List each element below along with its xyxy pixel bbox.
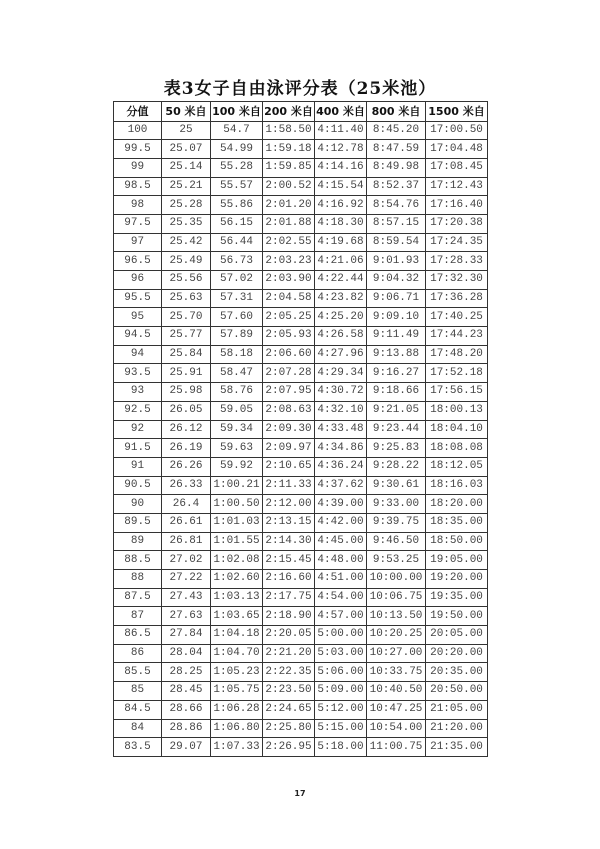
cell-800m-free: 8:57.15: [367, 214, 426, 233]
cell-200m-free: 2:16.60: [263, 570, 315, 589]
cell-200m-free: 2:05.93: [263, 327, 315, 346]
cell-200m-free: 2:05.25: [263, 308, 315, 327]
table-row: [114, 607, 488, 626]
cell-50m-free: 25.14: [162, 158, 211, 177]
cell-800m-free: 10:00.00: [367, 570, 426, 589]
table-row: [114, 439, 488, 458]
cell-400m-free: 4:25.20: [315, 308, 367, 327]
table-row: [114, 140, 488, 159]
cell-50m-free: 25: [162, 121, 211, 140]
cell-100m-free: 1:06.80: [211, 719, 263, 738]
table-row: [114, 644, 488, 663]
cell-score: 98.5: [114, 177, 162, 196]
cell-score: 88.5: [114, 551, 162, 570]
cell-100m-free: 1:00.50: [211, 495, 263, 514]
cell-200m-free: 2:10.65: [263, 457, 315, 476]
cell-800m-free: 9:09.10: [367, 308, 426, 327]
cell-800m-free: 10:40.50: [367, 682, 426, 701]
cell-50m-free: 25.77: [162, 327, 211, 346]
cell-800m-free: 8:52.37: [367, 177, 426, 196]
cell-1500m-free: 17:28.33: [426, 252, 488, 271]
cell-400m-free: 5:15.00: [315, 719, 367, 738]
cell-800m-free: 11:00.75: [367, 738, 426, 757]
cell-100m-free: 1:01.03: [211, 513, 263, 532]
cell-50m-free: 25.07: [162, 140, 211, 159]
cell-1500m-free: 18:50.00: [426, 532, 488, 551]
cell-50m-free: 25.21: [162, 177, 211, 196]
cell-50m-free: 28.04: [162, 644, 211, 663]
scoring-table: [113, 101, 488, 757]
cell-200m-free: 2:07.28: [263, 364, 315, 383]
cell-score: 96: [114, 271, 162, 290]
table-row: [114, 663, 488, 682]
cell-400m-free: 4:54.00: [315, 588, 367, 607]
header-800m-free: 800 米自: [367, 102, 426, 122]
cell-400m-free: 4:37.62: [315, 476, 367, 495]
cell-100m-free: 57.31: [211, 289, 263, 308]
table-header-row: [114, 102, 488, 122]
cell-800m-free: 9:53.25: [367, 551, 426, 570]
cell-score: 84.5: [114, 700, 162, 719]
cell-800m-free: 8:54.76: [367, 196, 426, 215]
cell-score: 99.5: [114, 140, 162, 159]
cell-800m-free: 9:21.05: [367, 401, 426, 420]
cell-50m-free: 25.91: [162, 364, 211, 383]
cell-score: 100: [114, 121, 162, 140]
cell-200m-free: 2:09.30: [263, 420, 315, 439]
cell-50m-free: 26.26: [162, 457, 211, 476]
cell-1500m-free: 18:00.13: [426, 401, 488, 420]
cell-400m-free: 5:12.00: [315, 700, 367, 719]
cell-1500m-free: 17:20.38: [426, 214, 488, 233]
table-row: [114, 420, 488, 439]
cell-100m-free: 57.60: [211, 308, 263, 327]
cell-800m-free: 8:59.54: [367, 233, 426, 252]
cell-200m-free: 2:06.60: [263, 345, 315, 364]
cell-400m-free: 4:39.00: [315, 495, 367, 514]
table-row: [114, 457, 488, 476]
cell-100m-free: 54.99: [211, 140, 263, 159]
cell-1500m-free: 17:40.25: [426, 308, 488, 327]
cell-1500m-free: 20:20.00: [426, 644, 488, 663]
cell-100m-free: 1:01.55: [211, 532, 263, 551]
cell-200m-free: 2:15.45: [263, 551, 315, 570]
cell-1500m-free: 19:20.00: [426, 570, 488, 589]
cell-score: 84: [114, 719, 162, 738]
cell-800m-free: 9:28.22: [367, 457, 426, 476]
cell-200m-free: 2:01.20: [263, 196, 315, 215]
cell-400m-free: 4:42.00: [315, 513, 367, 532]
cell-50m-free: 27.43: [162, 588, 211, 607]
cell-400m-free: 5:00.00: [315, 626, 367, 645]
cell-1500m-free: 17:52.18: [426, 364, 488, 383]
header-score: 分值: [114, 102, 162, 122]
cell-1500m-free: 21:05.00: [426, 700, 488, 719]
cell-50m-free: 26.61: [162, 513, 211, 532]
cell-100m-free: 59.34: [211, 420, 263, 439]
cell-400m-free: 4:11.40: [315, 121, 367, 140]
table-row: [114, 682, 488, 701]
cell-score: 86.5: [114, 626, 162, 645]
table-row: [114, 196, 488, 215]
cell-200m-free: 2:00.52: [263, 177, 315, 196]
cell-200m-free: 2:14.30: [263, 532, 315, 551]
table-row: [114, 289, 488, 308]
cell-score: 90.5: [114, 476, 162, 495]
table-row: [114, 570, 488, 589]
cell-800m-free: 9:46.50: [367, 532, 426, 551]
cell-1500m-free: 17:36.28: [426, 289, 488, 308]
cell-score: 95: [114, 308, 162, 327]
table-row: [114, 233, 488, 252]
table-row: [114, 345, 488, 364]
cell-200m-free: 2:08.63: [263, 401, 315, 420]
cell-800m-free: 8:45.20: [367, 121, 426, 140]
cell-200m-free: 2:13.15: [263, 513, 315, 532]
table-row: [114, 158, 488, 177]
cell-400m-free: 4:26.58: [315, 327, 367, 346]
cell-200m-free: 2:11.33: [263, 476, 315, 495]
cell-score: 93: [114, 383, 162, 402]
cell-800m-free: 9:18.66: [367, 383, 426, 402]
cell-1500m-free: 17:16.40: [426, 196, 488, 215]
cell-100m-free: 1:02.60: [211, 570, 263, 589]
cell-50m-free: 27.84: [162, 626, 211, 645]
cell-400m-free: 4:19.68: [315, 233, 367, 252]
cell-200m-free: 2:18.90: [263, 607, 315, 626]
table-row: [114, 383, 488, 402]
cell-800m-free: 9:13.88: [367, 345, 426, 364]
cell-800m-free: 10:20.25: [367, 626, 426, 645]
cell-200m-free: 2:21.20: [263, 644, 315, 663]
cell-50m-free: 28.25: [162, 663, 211, 682]
table-row: [114, 495, 488, 514]
cell-200m-free: 2:24.65: [263, 700, 315, 719]
table-body: [114, 121, 488, 756]
cell-1500m-free: 17:08.45: [426, 158, 488, 177]
cell-200m-free: 2:12.00: [263, 495, 315, 514]
cell-score: 87.5: [114, 588, 162, 607]
cell-100m-free: 1:04.18: [211, 626, 263, 645]
cell-400m-free: 5:09.00: [315, 682, 367, 701]
cell-200m-free: 2:07.95: [263, 383, 315, 402]
cell-100m-free: 1:07.33: [211, 738, 263, 757]
header-400m-free: 400 米自: [315, 102, 367, 122]
cell-100m-free: 59.92: [211, 457, 263, 476]
cell-1500m-free: 19:50.00: [426, 607, 488, 626]
cell-1500m-free: 18:12.05: [426, 457, 488, 476]
table-row: [114, 214, 488, 233]
cell-100m-free: 1:02.08: [211, 551, 263, 570]
cell-800m-free: 8:49.98: [367, 158, 426, 177]
table-row: [114, 588, 488, 607]
cell-800m-free: 9:01.93: [367, 252, 426, 271]
table-row: [114, 513, 488, 532]
table-row: [114, 121, 488, 140]
cell-1500m-free: 17:32.30: [426, 271, 488, 290]
cell-100m-free: 58.18: [211, 345, 263, 364]
cell-400m-free: 4:12.78: [315, 140, 367, 159]
table-row: [114, 364, 488, 383]
table-row: [114, 327, 488, 346]
cell-200m-free: 2:03.90: [263, 271, 315, 290]
cell-score: 90: [114, 495, 162, 514]
cell-200m-free: 1:59.18: [263, 140, 315, 159]
cell-400m-free: 4:45.00: [315, 532, 367, 551]
cell-800m-free: 9:25.83: [367, 439, 426, 458]
cell-400m-free: 5:03.00: [315, 644, 367, 663]
table-row: [114, 700, 488, 719]
cell-100m-free: 54.7: [211, 121, 263, 140]
cell-score: 86: [114, 644, 162, 663]
cell-score: 89: [114, 532, 162, 551]
cell-800m-free: 9:30.61: [367, 476, 426, 495]
cell-score: 91.5: [114, 439, 162, 458]
cell-50m-free: 26.33: [162, 476, 211, 495]
cell-score: 92: [114, 420, 162, 439]
cell-200m-free: 1:59.85: [263, 158, 315, 177]
cell-400m-free: 4:15.54: [315, 177, 367, 196]
header-100m-free: 100 米自: [211, 102, 263, 122]
cell-200m-free: 1:58.50: [263, 121, 315, 140]
cell-score: 94: [114, 345, 162, 364]
cell-800m-free: 10:13.50: [367, 607, 426, 626]
cell-score: 98: [114, 196, 162, 215]
cell-50m-free: 25.63: [162, 289, 211, 308]
table-row: [114, 719, 488, 738]
cell-800m-free: 9:23.44: [367, 420, 426, 439]
cell-400m-free: 4:22.44: [315, 271, 367, 290]
cell-1500m-free: 20:50.00: [426, 682, 488, 701]
cell-800m-free: 10:54.00: [367, 719, 426, 738]
cell-100m-free: 58.47: [211, 364, 263, 383]
cell-1500m-free: 17:48.20: [426, 345, 488, 364]
cell-1500m-free: 21:20.00: [426, 719, 488, 738]
cell-score: 85.5: [114, 663, 162, 682]
cell-100m-free: 59.63: [211, 439, 263, 458]
cell-200m-free: 2:20.05: [263, 626, 315, 645]
cell-1500m-free: 17:24.35: [426, 233, 488, 252]
cell-200m-free: 2:23.50: [263, 682, 315, 701]
cell-400m-free: 4:33.48: [315, 420, 367, 439]
header-1500m-free: 1500 米自: [426, 102, 488, 122]
cell-1500m-free: 17:12.43: [426, 177, 488, 196]
cell-50m-free: 25.49: [162, 252, 211, 271]
cell-1500m-free: 19:05.00: [426, 551, 488, 570]
cell-800m-free: 9:04.32: [367, 271, 426, 290]
table-row: [114, 476, 488, 495]
cell-400m-free: 4:57.00: [315, 607, 367, 626]
cell-800m-free: 10:33.75: [367, 663, 426, 682]
table-row: [114, 738, 488, 757]
cell-100m-free: 55.86: [211, 196, 263, 215]
cell-score: 88: [114, 570, 162, 589]
cell-50m-free: 28.86: [162, 719, 211, 738]
cell-100m-free: 57.89: [211, 327, 263, 346]
cell-100m-free: 55.28: [211, 158, 263, 177]
cell-100m-free: 55.57: [211, 177, 263, 196]
cell-50m-free: 25.70: [162, 308, 211, 327]
cell-50m-free: 25.42: [162, 233, 211, 252]
cell-100m-free: 1:03.65: [211, 607, 263, 626]
cell-1500m-free: 18:35.00: [426, 513, 488, 532]
table-row: [114, 551, 488, 570]
cell-200m-free: 2:01.88: [263, 214, 315, 233]
table-row: [114, 177, 488, 196]
cell-100m-free: 1:03.13: [211, 588, 263, 607]
cell-100m-free: 1:06.28: [211, 700, 263, 719]
cell-1500m-free: 21:35.00: [426, 738, 488, 757]
cell-50m-free: 27.02: [162, 551, 211, 570]
cell-200m-free: 2:03.23: [263, 252, 315, 271]
cell-50m-free: 25.84: [162, 345, 211, 364]
cell-100m-free: 56.44: [211, 233, 263, 252]
cell-200m-free: 2:09.97: [263, 439, 315, 458]
cell-score: 97: [114, 233, 162, 252]
cell-score: 91: [114, 457, 162, 476]
cell-200m-free: 2:02.55: [263, 233, 315, 252]
cell-50m-free: 27.22: [162, 570, 211, 589]
cell-400m-free: 4:27.96: [315, 345, 367, 364]
cell-50m-free: 26.4: [162, 495, 211, 514]
cell-800m-free: 10:47.25: [367, 700, 426, 719]
cell-50m-free: 26.05: [162, 401, 211, 420]
cell-50m-free: 25.56: [162, 271, 211, 290]
cell-100m-free: 58.76: [211, 383, 263, 402]
cell-400m-free: 5:18.00: [315, 738, 367, 757]
cell-100m-free: 1:04.70: [211, 644, 263, 663]
cell-400m-free: 4:51.00: [315, 570, 367, 589]
cell-400m-free: 4:14.16: [315, 158, 367, 177]
cell-400m-free: 4:21.06: [315, 252, 367, 271]
cell-800m-free: 8:47.59: [367, 140, 426, 159]
table-row: [114, 271, 488, 290]
header-200m-free: 200 米自: [263, 102, 315, 122]
cell-1500m-free: 20:35.00: [426, 663, 488, 682]
cell-400m-free: 4:23.82: [315, 289, 367, 308]
cell-1500m-free: 17:00.50: [426, 121, 488, 140]
cell-800m-free: 9:11.49: [367, 327, 426, 346]
cell-100m-free: 1:00.21: [211, 476, 263, 495]
cell-400m-free: 4:48.00: [315, 551, 367, 570]
cell-800m-free: 10:27.00: [367, 644, 426, 663]
header-50m-free: 50 米自: [162, 102, 211, 122]
cell-1500m-free: 17:44.23: [426, 327, 488, 346]
table-row: [114, 626, 488, 645]
cell-400m-free: 4:30.72: [315, 383, 367, 402]
cell-800m-free: 9:06.71: [367, 289, 426, 308]
page-title: 表3女子自由泳评分表（25米池）: [163, 79, 437, 99]
cell-50m-free: 26.81: [162, 532, 211, 551]
cell-400m-free: 4:16.92: [315, 196, 367, 215]
cell-1500m-free: 18:16.03: [426, 476, 488, 495]
cell-50m-free: 28.45: [162, 682, 211, 701]
cell-800m-free: 9:39.75: [367, 513, 426, 532]
cell-200m-free: 2:25.80: [263, 719, 315, 738]
table-row: [114, 532, 488, 551]
cell-400m-free: 4:29.34: [315, 364, 367, 383]
cell-score: 96.5: [114, 252, 162, 271]
cell-200m-free: 2:26.95: [263, 738, 315, 757]
cell-score: 87: [114, 607, 162, 626]
cell-200m-free: 2:17.75: [263, 588, 315, 607]
cell-100m-free: 56.15: [211, 214, 263, 233]
cell-400m-free: 5:06.00: [315, 663, 367, 682]
table-row: [114, 401, 488, 420]
cell-1500m-free: 17:56.15: [426, 383, 488, 402]
cell-400m-free: 4:32.10: [315, 401, 367, 420]
cell-50m-free: 26.19: [162, 439, 211, 458]
cell-200m-free: 2:04.58: [263, 289, 315, 308]
cell-1500m-free: 17:04.48: [426, 140, 488, 159]
cell-score: 85: [114, 682, 162, 701]
cell-400m-free: 4:34.86: [315, 439, 367, 458]
cell-1500m-free: 19:35.00: [426, 588, 488, 607]
cell-50m-free: 26.12: [162, 420, 211, 439]
cell-50m-free: 25.35: [162, 214, 211, 233]
cell-800m-free: 9:33.00: [367, 495, 426, 514]
table-row: [114, 252, 488, 271]
cell-50m-free: 29.07: [162, 738, 211, 757]
table-row: [114, 308, 488, 327]
cell-50m-free: 25.28: [162, 196, 211, 215]
cell-50m-free: 25.98: [162, 383, 211, 402]
cell-score: 83.5: [114, 738, 162, 757]
cell-400m-free: 4:18.30: [315, 214, 367, 233]
cell-100m-free: 1:05.23: [211, 663, 263, 682]
cell-800m-free: 10:06.75: [367, 588, 426, 607]
cell-100m-free: 1:05.75: [211, 682, 263, 701]
cell-score: 95.5: [114, 289, 162, 308]
cell-score: 93.5: [114, 364, 162, 383]
cell-score: 94.5: [114, 327, 162, 346]
cell-score: 97.5: [114, 214, 162, 233]
cell-50m-free: 27.63: [162, 607, 211, 626]
cell-1500m-free: 18:08.08: [426, 439, 488, 458]
cell-400m-free: 4:36.24: [315, 457, 367, 476]
cell-100m-free: 59.05: [211, 401, 263, 420]
cell-score: 89.5: [114, 513, 162, 532]
cell-score: 92.5: [114, 401, 162, 420]
cell-100m-free: 56.73: [211, 252, 263, 271]
cell-score: 99: [114, 158, 162, 177]
cell-200m-free: 2:22.35: [263, 663, 315, 682]
cell-100m-free: 57.02: [211, 271, 263, 290]
cell-1500m-free: 18:20.00: [426, 495, 488, 514]
page-number: 17: [294, 789, 306, 798]
cell-1500m-free: 20:05.00: [426, 626, 488, 645]
cell-50m-free: 28.66: [162, 700, 211, 719]
cell-800m-free: 9:16.27: [367, 364, 426, 383]
cell-1500m-free: 18:04.10: [426, 420, 488, 439]
